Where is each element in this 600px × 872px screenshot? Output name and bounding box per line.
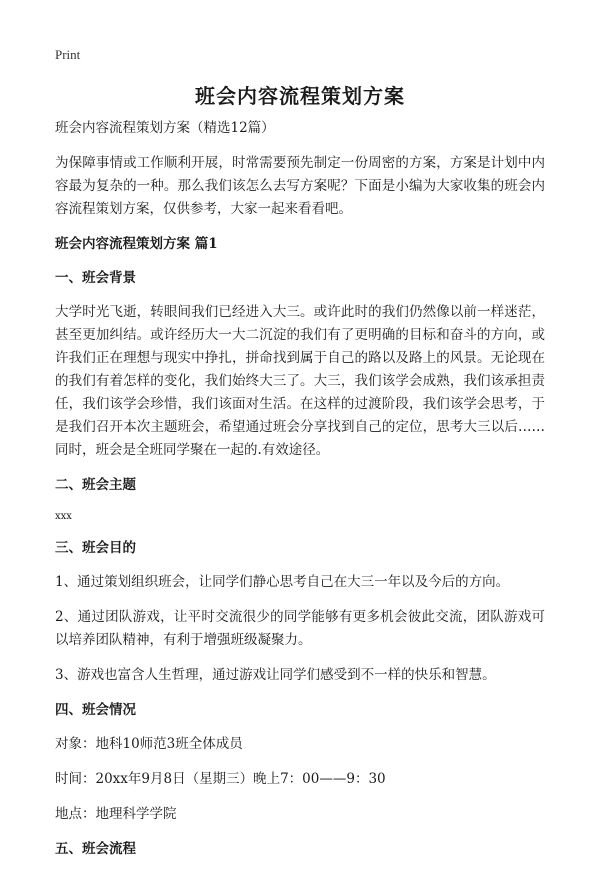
heading-process: 五、班会流程 bbox=[55, 841, 136, 857]
print-link[interactable]: Print bbox=[55, 47, 81, 62]
section-title: 班会内容流程策划方案 篇1 bbox=[55, 236, 218, 252]
heading-theme: 二、班会主题 bbox=[55, 477, 136, 493]
situation-time: 时间：20xx年9月8日（星期三）晚上7：00——9：30 bbox=[55, 771, 386, 787]
intro-paragraph: 为保障事情或工作顺利开展，时常需要预先制定一份周密的方案，方案是计划中内容最为复杂的一种。那么我们该怎么去写方案呢？下面是小编为大家收集的班会内容流程策划方案，仅供参考，大家一起来看看吧。 bbox=[55, 155, 545, 217]
document-body bbox=[55, 117, 545, 872]
situation-audience: 对象：地科10师范3班全体成员 bbox=[55, 736, 243, 752]
heading-purpose: 三、班会目的 bbox=[55, 540, 136, 556]
document-subtitle: 班会内容流程策划方案（精选12篇） bbox=[55, 120, 275, 136]
purpose-item: 2、通过团队游戏，让平时交流很少的同学能够有更多机会彼此交流，团队游戏可以培养团队精神，有利于增强班级凝聚力。 bbox=[55, 609, 545, 648]
purpose-item: 3、游戏也富含人生哲理，通过游戏让同学们感受到不一样的快乐和智慧。 bbox=[55, 667, 496, 683]
theme-text: xxx bbox=[55, 511, 72, 522]
situation-location: 地点：地理科学学院 bbox=[55, 806, 177, 822]
purpose-item: 1、通过策划组织班会，让同学们静心思考自己在大三一年以及今后的方向。 bbox=[55, 574, 510, 590]
background-paragraph: 大学时光飞逝，转眼间我们已经进入大三。或许此时的我们仍然像以前一样迷茫，甚至更加纠结。或许经历大一大二沉淀的我们有了更明确的目标和奋斗的方向，或许我们正在理想与现实中挣扎，拼命找到属于自己的路以及路上的风景。无论现在的我们有着怎样的变化，我们始终大三了。大三，我们该学会成熟，我们该承担责任，我们该学会珍惜，我们该面对生活。在这样的过渡阶段，我们该学会思考，于是我们召开本次主题班会，希望通过班会分享找到自己的定位，思考大三以后……同时，班会是全班同学聚在一起的.有效途径。 bbox=[55, 304, 545, 458]
heading-situation: 四、班会情况 bbox=[55, 702, 136, 718]
document-title: 班会内容流程策划方案 bbox=[195, 84, 405, 108]
heading-background: 一、班会背景 bbox=[55, 270, 136, 286]
